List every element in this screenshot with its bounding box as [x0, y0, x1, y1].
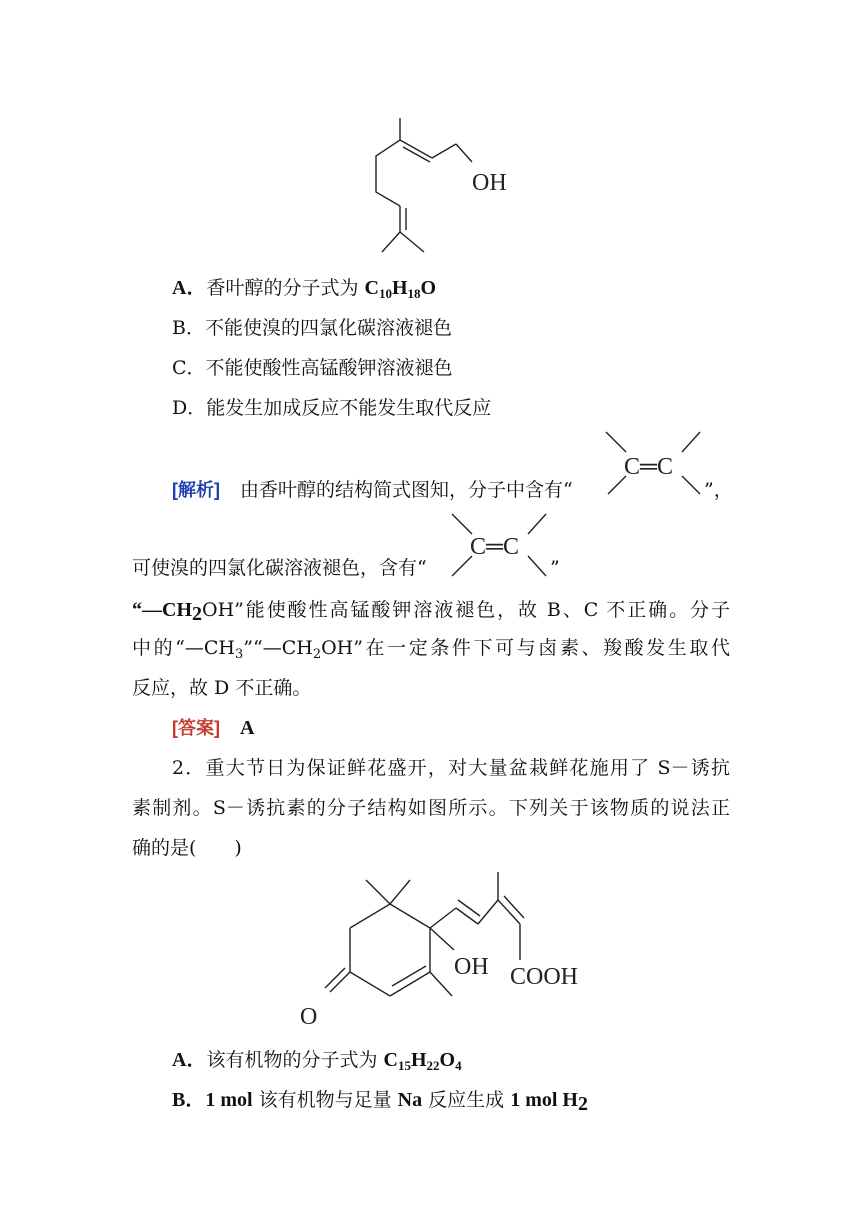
oh-label: OH: [472, 170, 507, 196]
analysis-line-3: “$—CH_2OH$”能使酸性高锰酸钾溶液褪色，故 B、C 不正确。分子: [132, 599, 730, 625]
analysis-line-4: 中的“$—CH_3”“—CH_2OH$”在一定条件下可与卤素、羧酸发生取代: [132, 637, 730, 662]
analysis-line-2-end: ”: [550, 557, 560, 579]
q2-option-b: B．1 mol 该有机物与足量 Na 反应生成 1 mol $H_2$: [172, 1089, 588, 1115]
q1-option-a: A．香叶醇的分子式为 $C_{10}H_{18}O$: [172, 277, 437, 301]
analysis-line-1: [解析] 由香叶醇的结构简式图知，分子中含有“: [172, 479, 573, 501]
cooh-label: COOH: [510, 964, 579, 990]
analysis-tag: [解析]: [172, 480, 220, 500]
analysis-line-5: 反应，故 D 不正确。: [132, 677, 312, 699]
q1-option-d: D．能发生加成反应不能发生取代反应: [172, 397, 492, 419]
oh-label: OH: [454, 954, 489, 980]
q2-line-2: 素制剂。S－诱抗素的分子结构如图所示。下列关于该物质的说法正: [132, 797, 730, 819]
ketone-o-label: O: [300, 1004, 318, 1030]
answer-tag: [答案]: [172, 718, 220, 738]
svg-text:C═C: C═C: [470, 534, 520, 560]
q2-option-a: A．该有机物的分子式为 $C_{15}H_{22}O_4$: [172, 1049, 462, 1073]
answer-value: A: [240, 717, 255, 739]
analysis-line-2: 可使溴的四氯化碳溶液褪色，含有“: [132, 557, 427, 579]
svg-text:C═C: C═C: [624, 454, 674, 480]
analysis-line-1-end: ”，: [704, 479, 733, 501]
q2-line-3: 确的是( ): [132, 837, 242, 859]
q1-option-b: B．不能使溴的四氯化碳溶液褪色: [172, 317, 452, 339]
q2-line-1: 2．重大节日为保证鲜花盛开，对大量盆栽鲜花施用了 S－诱抗: [172, 757, 730, 779]
q1-option-c: C．不能使酸性高锰酸钾溶液褪色: [172, 357, 453, 379]
